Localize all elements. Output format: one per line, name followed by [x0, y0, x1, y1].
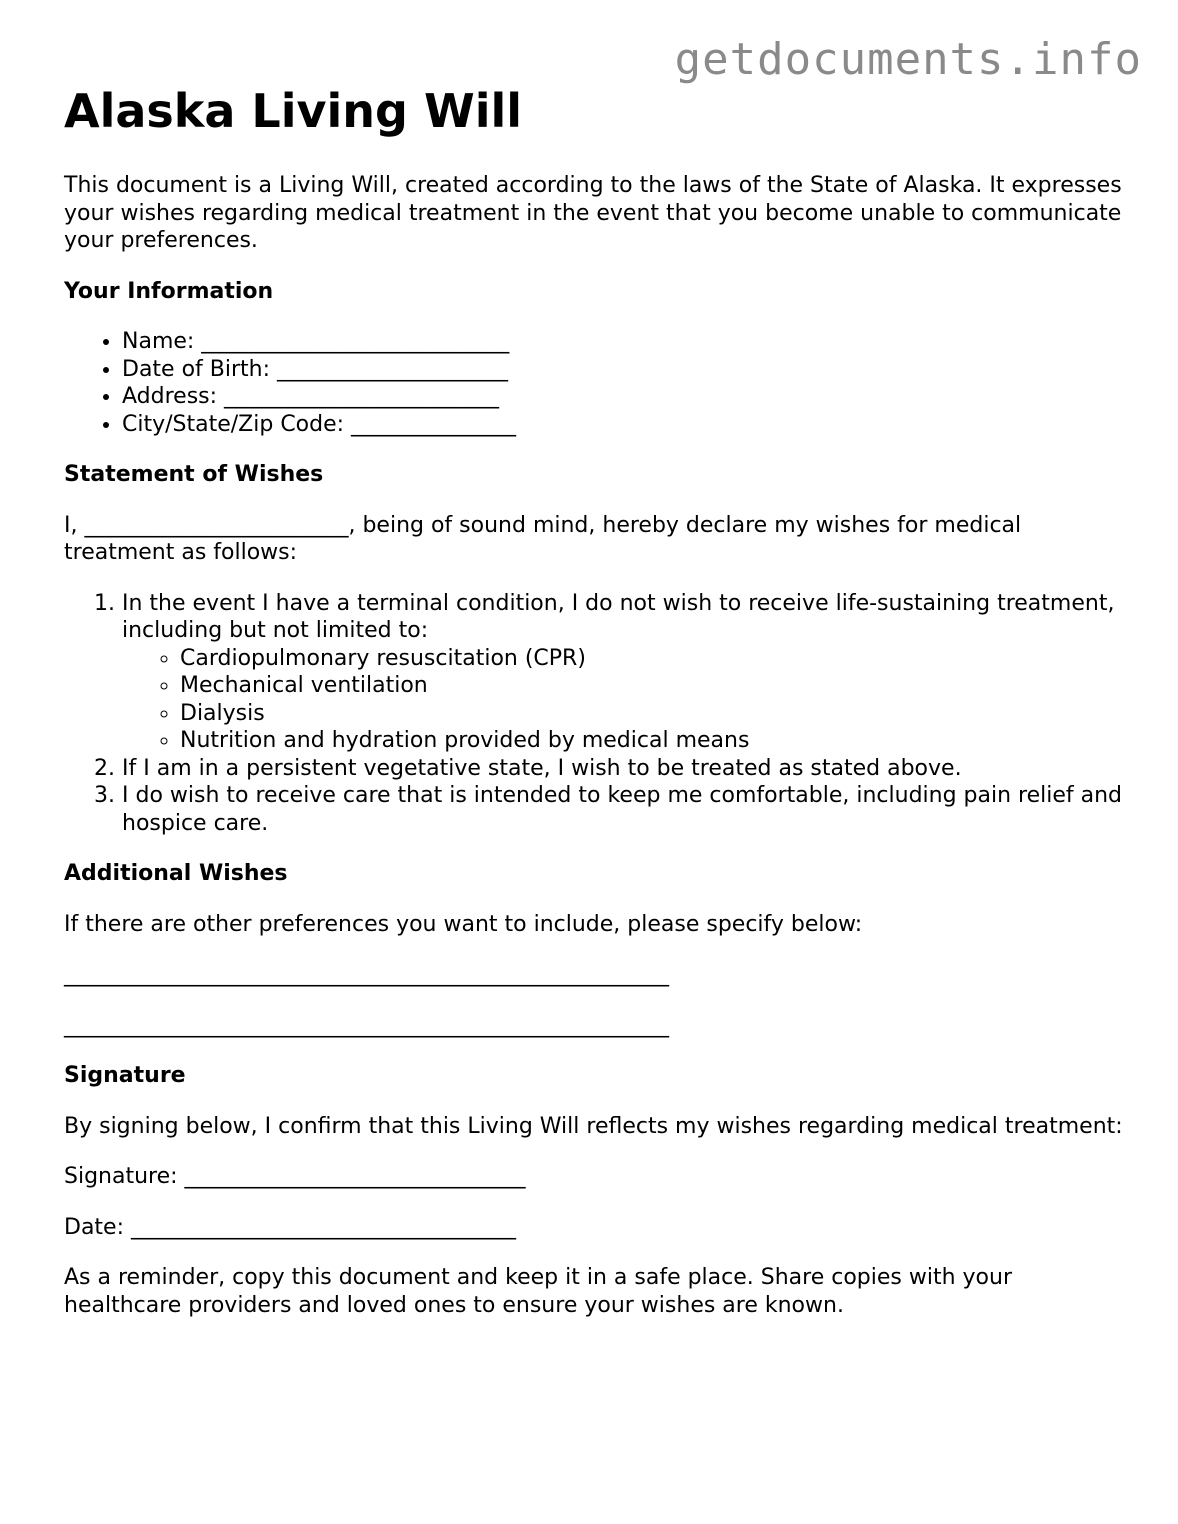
- additional-wishes-heading: Additional Wishes: [64, 861, 288, 886]
- additional-wishes-prompt: If there are other preferences you want to include, please specify below:: [64, 911, 863, 937]
- statement-heading: Statement of Wishes: [64, 462, 324, 487]
- treatment-item: ◦ Cardiopulmonary resuscitation (CPR): [180, 645, 1124, 673]
- treatment-item: ◦ Dialysis: [180, 700, 1124, 728]
- signature-confirm-paragraph: By signing below, I confirm that this Living Will reflects my wishes regarding medical treatment:: [64, 1113, 1123, 1139]
- watermark: getdocuments.info: [674, 34, 1142, 85]
- city-state-zip-field: • City/State/Zip Code: _______________: [122, 411, 1124, 439]
- treatment-item: ◦ Mechanical ventilation: [180, 672, 1124, 700]
- declaration-paragraph: I, ________________________, being of sound mind, hereby declare my wishes for medical treatment as follows:: [64, 512, 1022, 565]
- document-page: [64, 84, 1124, 1342]
- additional-wishes-line-1: _______________________________________________________: [64, 962, 669, 987]
- reminder-paragraph: As a reminder, copy this document and keep it in a safe place. Share copies with your healthcare providers and loved ones to ensure your wishes are known.: [64, 1265, 1013, 1318]
- signature-field: Signature: _______________________________: [64, 1164, 526, 1189]
- wish-item-text: In the event I have a terminal condition, I do not wish to receive life-sustaining treatment, including but not limited to:: [122, 590, 1115, 643]
- treatment-item: ◦ Nutrition and hydration provided by medical means: [180, 727, 1124, 755]
- signature-heading: Signature: [64, 1063, 186, 1088]
- address-field: • Address: _________________________: [122, 383, 1124, 411]
- additional-wishes-line-2: _______________________________________________________: [64, 1012, 669, 1038]
- wish-item: 2. If I am in a persistent vegetative state, I wish to be treated as stated above.: [122, 755, 1124, 783]
- wish-item: [122, 590, 1124, 755]
- intro-paragraph: This document is a Living Will, created according to the laws of the State of Alaska. It expresses your wishes regarding medical treatment in the event that you become unable to communicate your preferences.: [64, 173, 1122, 253]
- treatment-sublist: [122, 645, 1124, 755]
- wish-item: 3. I do wish to receive care that is intended to keep me comfortable, including pain relief and hospice care.: [122, 782, 1124, 837]
- date-of-birth-field: • Date of Birth: _____________________: [122, 356, 1124, 384]
- date-field: Date: ___________________________________: [64, 1214, 516, 1240]
- wishes-list: [64, 590, 1124, 838]
- name-field: • Name: ____________________________: [122, 328, 1124, 356]
- page-title: Alaska Living Will: [64, 84, 523, 138]
- your-information-list: [64, 328, 1124, 438]
- your-information-heading: Your Information: [64, 278, 274, 304]
